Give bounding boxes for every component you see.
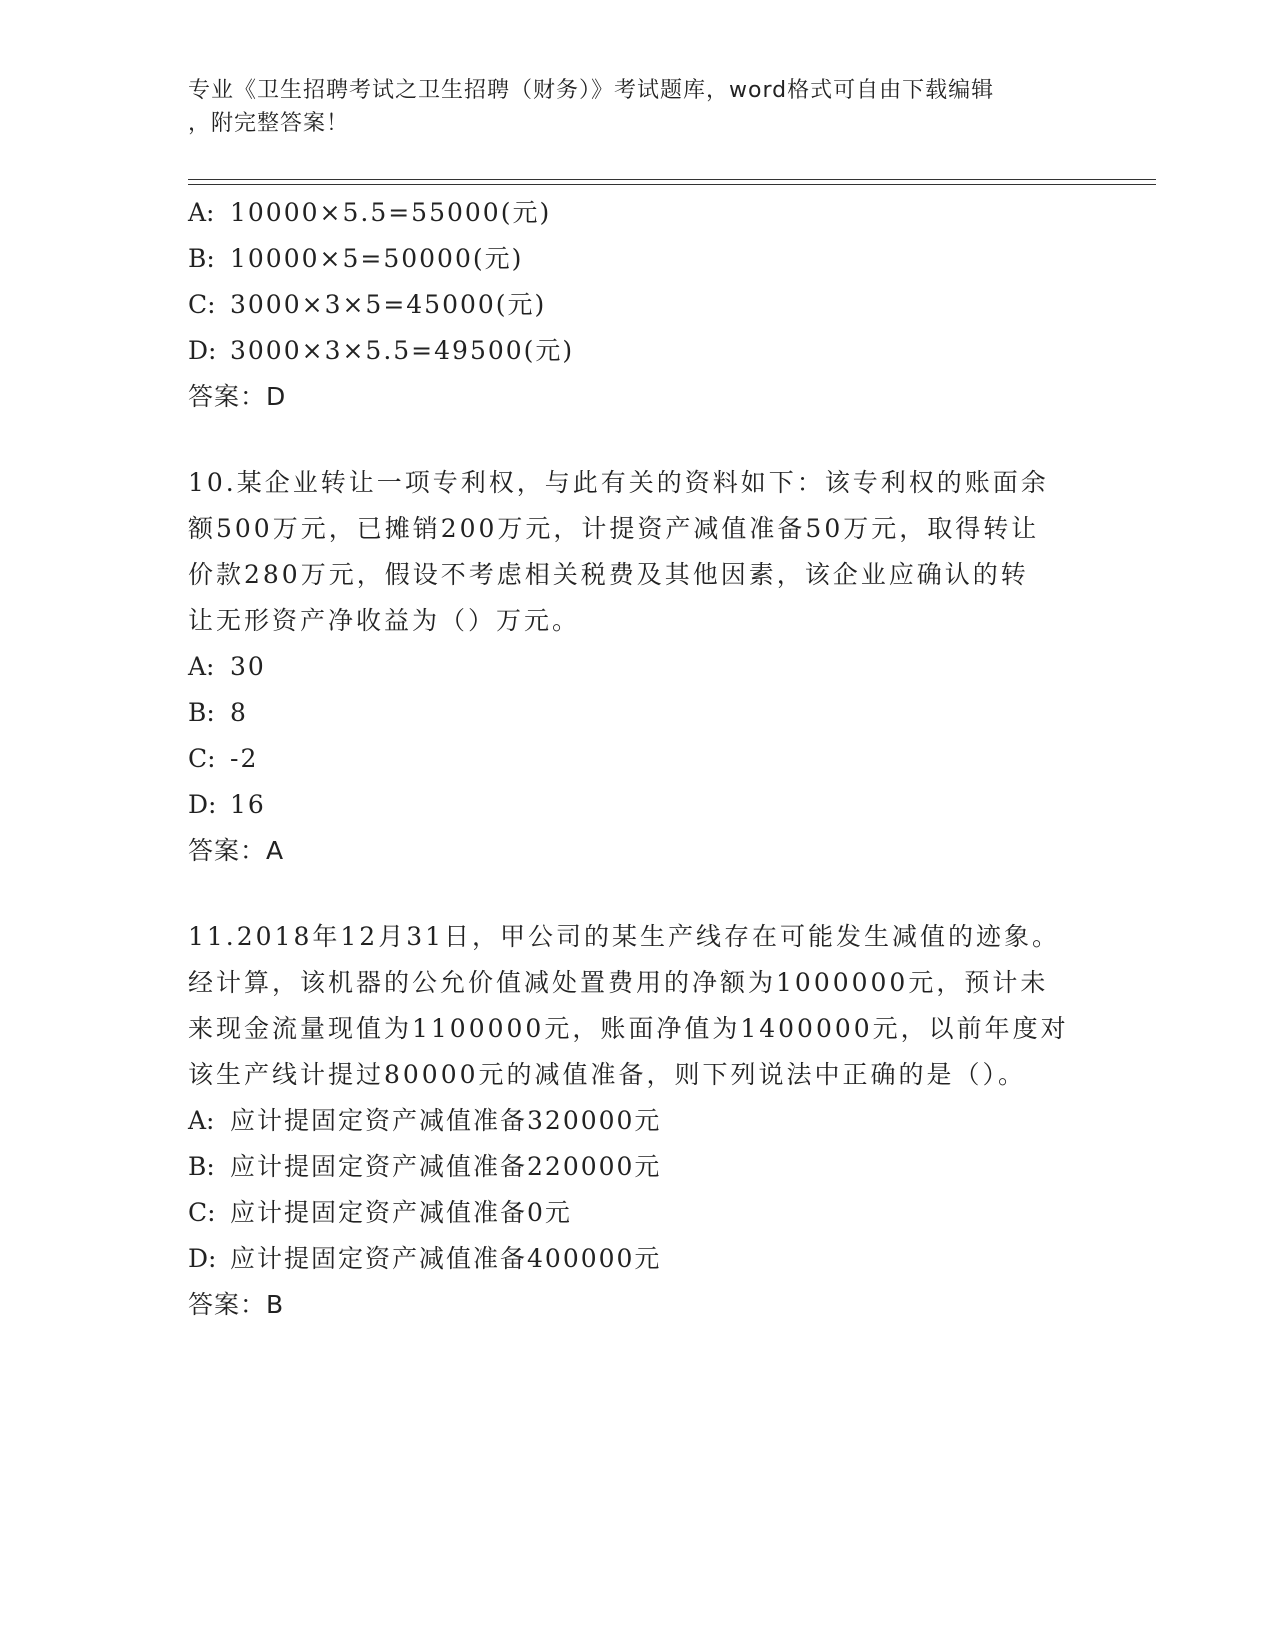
- option-a: [188, 190, 1088, 236]
- option-d: [188, 328, 1088, 374]
- option-b: [188, 690, 1088, 736]
- option-letter: C:: [188, 290, 216, 319]
- option-text: 10000×5=50000(元): [230, 244, 524, 273]
- option-c: [188, 282, 1088, 328]
- question-text: [188, 460, 1088, 644]
- question-line: 该生产线计提过80000元的减值准备，则下列说法中正确的是（）。: [188, 1060, 1027, 1089]
- question-11: [188, 914, 1088, 1328]
- question-10: [188, 460, 1088, 874]
- option-a: [188, 644, 1088, 690]
- question-9-options: [188, 190, 1088, 420]
- question-line: 价款280万元，假设不考虑相关税费及其他因素，该企业应确认的转: [188, 560, 1029, 589]
- spacer: [188, 874, 1088, 914]
- option-letter: D:: [188, 336, 217, 365]
- option-text: 10000×5.5=55000(元): [230, 198, 552, 227]
- question-text: [188, 914, 1088, 1098]
- option-text: 30: [230, 652, 266, 681]
- option-text: 3000×3×5=45000(元): [230, 290, 547, 319]
- option-letter: C:: [188, 744, 216, 773]
- option-b: [188, 1144, 1088, 1190]
- option-letter: B:: [188, 244, 215, 273]
- option-text: 8: [230, 698, 248, 727]
- option-letter: D:: [188, 790, 217, 819]
- header-line-2: ，附完整答案！: [188, 111, 350, 136]
- option-text: 3000×3×5.5=49500(元): [230, 336, 575, 365]
- option-a: [188, 1098, 1088, 1144]
- option-letter: D:: [188, 1244, 217, 1273]
- document-header: [188, 74, 1068, 140]
- document-body: [188, 190, 1088, 1328]
- option-text: 16: [230, 790, 266, 819]
- answer-line: 答案：A: [188, 836, 285, 865]
- question-line: 11.2018年12月31日，甲公司的某生产线存在可能发生减值的迹象。: [188, 922, 1061, 951]
- spacer: [188, 420, 1088, 460]
- question-line: 来现金流量现值为1100000元，账面净值为1400000元，以前年度对: [188, 1014, 1069, 1043]
- option-d: [188, 1236, 1088, 1282]
- option-text: 应计提固定资产减值准备320000元: [230, 1106, 662, 1135]
- option-text: 应计提固定资产减值准备0元: [230, 1198, 572, 1227]
- answer-line: 答案：B: [188, 1290, 285, 1319]
- question-line: 额500万元，已摊销200万元，计提资产减值准备50万元，取得转让: [188, 514, 1040, 543]
- header-line-1: 专业《卫生招聘考试之卫生招聘（财务）》考试题库，word格式可自由下载编辑: [188, 78, 995, 103]
- option-c: [188, 736, 1088, 782]
- option-letter: B:: [188, 698, 215, 727]
- option-b: [188, 236, 1088, 282]
- header-divider-bottom: [188, 184, 1156, 185]
- option-letter: C:: [188, 1198, 216, 1227]
- header-divider-top: [188, 179, 1156, 180]
- option-letter: B:: [188, 1152, 215, 1181]
- option-letter: A:: [188, 198, 215, 227]
- question-line: 10.某企业转让一项专利权，与此有关的资料如下：该专利权的账面余: [188, 468, 1049, 497]
- answer-line: 答案：D: [188, 382, 287, 411]
- question-line: 经计算，该机器的公允价值减处置费用的净额为1000000元，预计未: [188, 968, 1049, 997]
- option-text: 应计提固定资产减值准备400000元: [230, 1244, 662, 1273]
- option-c: [188, 1190, 1088, 1236]
- question-line: 让无形资产净收益为（）万元。: [188, 606, 581, 635]
- option-text: 应计提固定资产减值准备220000元: [230, 1152, 662, 1181]
- option-text: -2: [230, 744, 259, 773]
- option-letter: A:: [188, 652, 215, 681]
- option-letter: A:: [188, 1106, 215, 1135]
- option-d: [188, 782, 1088, 828]
